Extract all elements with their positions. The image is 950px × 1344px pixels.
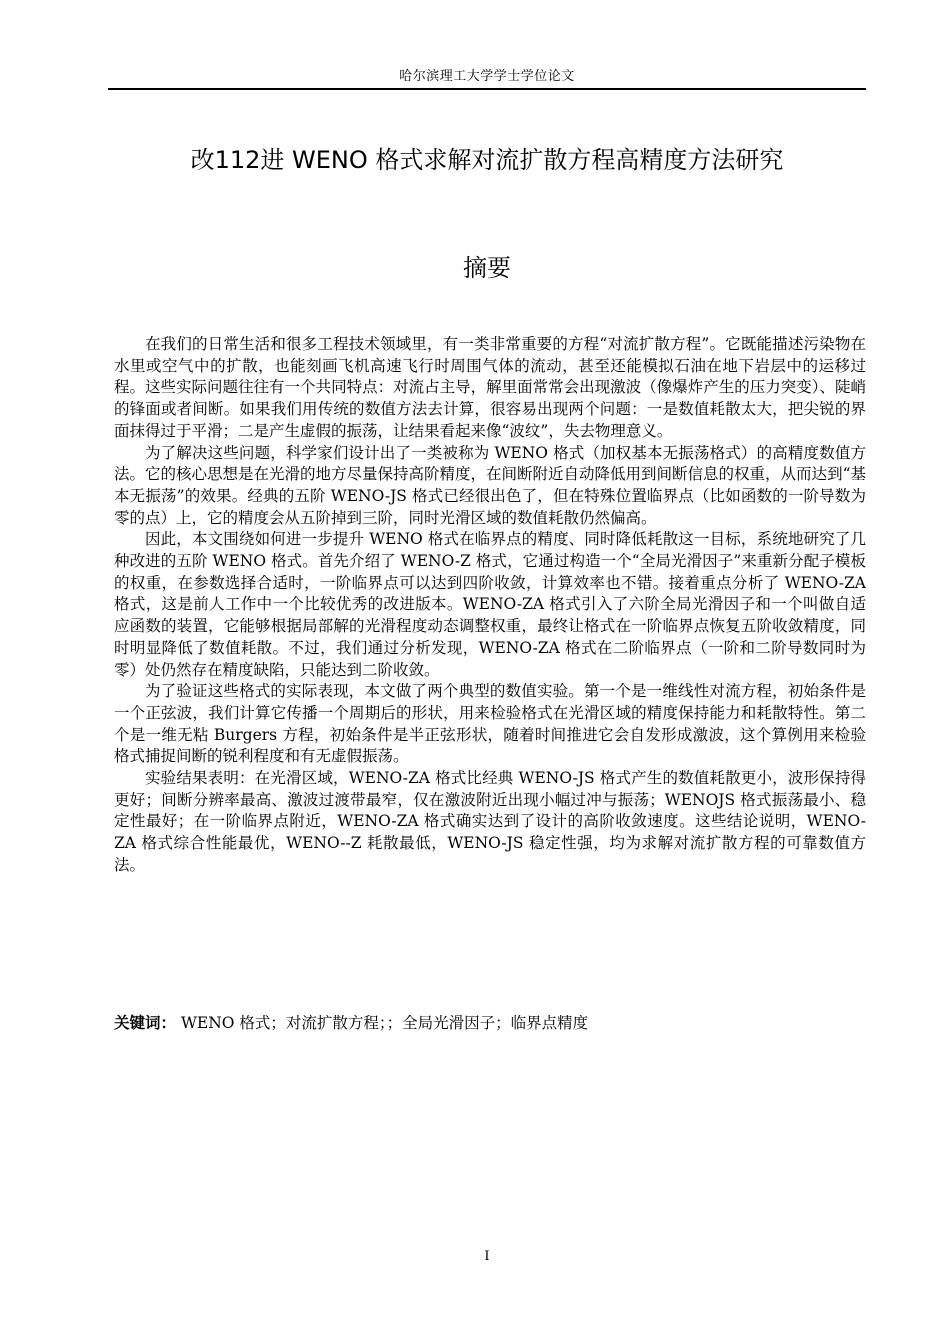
abstract-heading: 摘要	[463, 254, 511, 282]
running-header: 哈尔滨理工大学学士学位论文	[399, 69, 575, 84]
keywords-line	[114, 1012, 866, 1034]
abstract-body	[114, 334, 866, 877]
thesis-title: 改112进 WENO 格式求解对流扩散方程高精度方法研究	[190, 146, 784, 174]
abstract-paragraph: 实验结果表明：在光滑区域，WENO-ZA 格式比经典 WENO-JS 格式产生的数值耗散更小，波形保持得更好；间断分辨率最高、激波过渡带最窄，仅在激波附近出现小幅过冲与振荡；WENOJS 格式振荡最小、稳定性最好；在一阶临界点附近，WENO-ZA 格式确实达到了设计的高阶收敛速度。这些结论说明，WENO-ZA 格式综合性能最优，WENO--Z 耗散最低，WENO-JS 稳定性强，均为求解对流扩散方程的可靠数值方法。	[114, 769, 866, 874]
header-rule	[108, 88, 866, 90]
abstract-paragraph: 在我们的日常生活和很多工程技术领域里，有一类非常重要的方程“对流扩散方程”。它既能描述污染物在水里或空气中的扩散，也能刻画飞机高速飞行时周围气体的流动，甚至还能模拟石油在地下岩层中的运移过程。这些实际问题往往有一个共同特点：对流占主导，解里面常常会出现激波（像爆炸产生的压力突变）、陡峭的锋面或者间断。如果我们用传统的数值方法去计算，很容易出现两个问题：一是数值耗散太大，把尖锐的界面抹得过于平滑；二是产生虚假的振荡，让结果看起来像“波纹”，失去物理意义。	[114, 335, 866, 440]
abstract-paragraph: 因此，本文围绕如何进一步提升 WENO 格式在临界点的精度、同时降低耗散这一目标，系统地研究了几种改进的五阶 WENO 格式。首先介绍了 WENO-Z 格式，它通过构造一个“全局光滑因子”来重新分配子模板的权重，在参数选择合适时，一阶临界点可以达到四阶收敛，计算效率也不错。接着重点分析了 WENO-ZA 格式，这是前人工作中一个比较优秀的改进版本。WENO-ZA 格式引入了六阶全局光滑因子和一个叫做自适应函数的装置，它能够根据局部解的光滑程度动态调整权重，最终让格式在一阶临界点恢复五阶收敛精度，同时明显降低了数值耗散。不过，我们通过分析发现，WENO-ZA 格式在二阶临界点（一阶和二阶导数同时为零）处仍然存在精度缺陷，只能达到二阶收敛。	[114, 530, 866, 679]
abstract-paragraph: 为了验证这些格式的实际表现，本文做了两个典型的数值实验。第一个是一维线性对流方程，初始条件是一个正弦波，我们计算它传播一个周期后的形状，用来检验格式在光滑区域的精度保持能力和耗散特性。第二个是一维无粘 Burgers 方程，初始条件是半正弦形状，随着时间推进它会自发形成激波，这个算例用来检验格式捕捉间断的锐利程度和有无虚假振荡。	[114, 682, 866, 766]
keywords-text: WENO 格式；对流扩散方程；；全局光滑因子；临界点精度	[180, 1014, 589, 1032]
page-number: I	[484, 1249, 490, 1264]
abstract-paragraph: 为了解决这些问题，科学家们设计出了一类被称为 WENO 格式（加权基本无振荡格式）的高精度数值方法。它的核心思想是在光滑的地方尽量保持高阶精度，在间断附近自动降低用到间断信息的权重，从而达到“基本无振荡”的效果。经典的五阶 WENO-JS 格式已经很出色了，但在特殊位置临界点（比如函数的一阶导数为零的点）上，它的精度会从五阶掉到三阶，同时光滑区域的数值耗散仍然偏高。	[114, 443, 866, 527]
keywords-label: 关键词：	[114, 1014, 177, 1032]
